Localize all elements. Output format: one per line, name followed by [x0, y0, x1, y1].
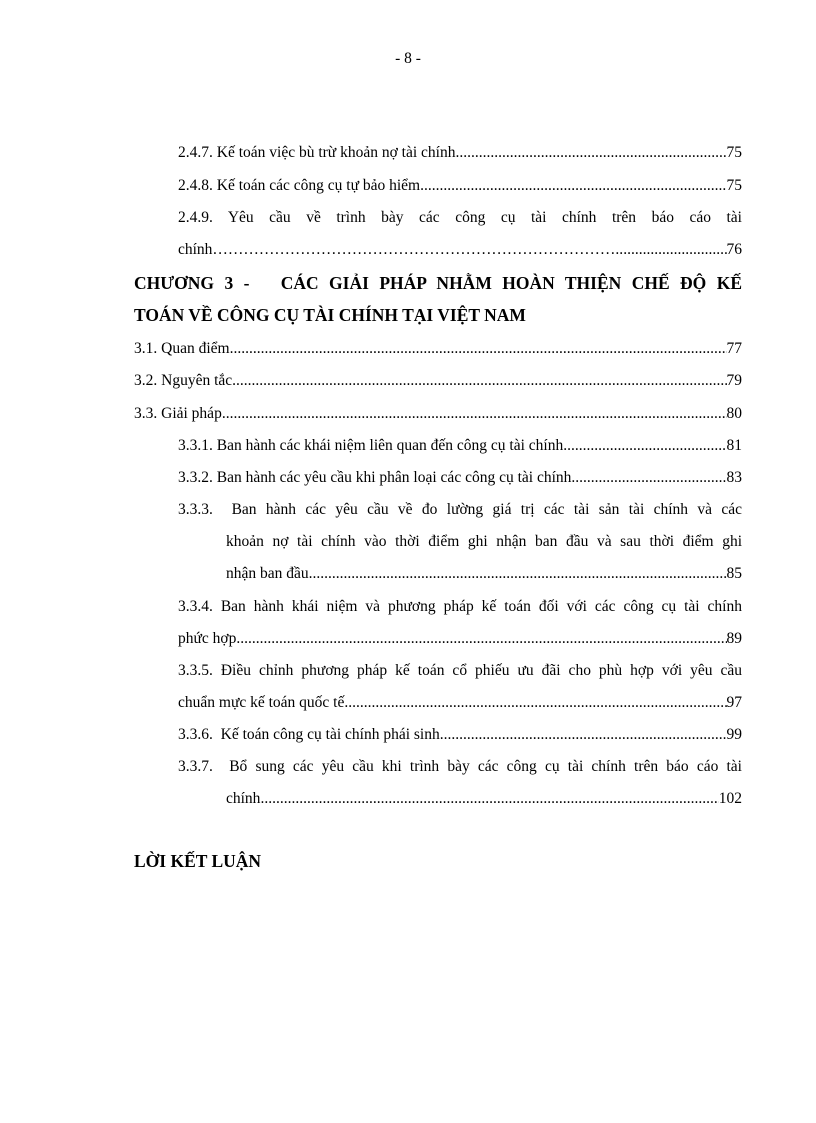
toc-entry-label: phức hợp [178, 630, 237, 647]
toc-entry-page: 81 [726, 437, 742, 454]
toc-leader-dots [260, 789, 718, 809]
toc-entry-page: 102 [718, 790, 742, 807]
toc-leader-dots [222, 404, 727, 424]
toc-entry-page: 79 [726, 372, 742, 389]
toc-leader-dots [571, 468, 726, 488]
toc-leader-dots [236, 629, 726, 649]
toc-entry-3-3-6[interactable] [178, 725, 742, 745]
toc-entry-label: 3.2. Nguyên tắc [134, 372, 233, 389]
toc-entry-page: 97 [726, 694, 742, 711]
toc-entry-3-3-3-line1[interactable]: 3.3.3. Ban hành các yêu cầu về đo lường giá trị các tài sản tài chính và các [178, 501, 742, 518]
toc-entry-3-3-5-line1[interactable]: 3.3.5. Điều chỉnh phương pháp kế toán cổ phiếu ưu đãi cho phù hợp với yêu cầu [178, 662, 742, 679]
toc-entry-label: 3.3.2. Ban hành các yêu cầu khi phân loại các công cụ tài chính [178, 469, 572, 486]
toc-entry-2-4-7[interactable] [178, 143, 742, 163]
toc-entry-label: 3.1. Quan điểm [134, 340, 230, 357]
toc-entry-3-3-4-line2[interactable] [178, 629, 742, 649]
toc-leader-dots [455, 143, 726, 163]
toc-leader-dots [563, 436, 726, 456]
toc-entry-3-3-7-line2[interactable] [226, 789, 742, 809]
toc-entry-page: 80 [726, 405, 742, 422]
toc-entry-3-3-5-line2[interactable] [178, 693, 742, 713]
toc-entry-label: 3.3. Giải pháp [134, 405, 222, 422]
toc-entry-3-3-3-line3[interactable] [226, 564, 742, 584]
toc-entry-3-3-3-line2[interactable]: khoản nợ tài chính vào thời điểm ghi nhận ban đầu và sau thời điểm ghi [226, 533, 742, 550]
toc-entry-label: 2.4.8. Kế toán các công cụ tự bảo hiểm [178, 177, 421, 194]
toc-entry-label: chính…………………………………………………………………….. [178, 241, 624, 258]
toc-entry-page: 75 [726, 144, 742, 161]
page-number: - 8 - [395, 50, 421, 67]
toc-entry-3-2[interactable] [134, 371, 742, 391]
toc-leader-dots [623, 240, 726, 260]
chapter-3-heading-line1[interactable]: CHƯƠNG 3 - CÁC GIẢI PHÁP NHẰM HOÀN THIỆN CHẾ ĐỘ KẾ [134, 273, 742, 293]
toc-entry-page: 85 [726, 565, 742, 582]
toc-leader-dots [309, 564, 727, 584]
toc-leader-dots [344, 693, 726, 713]
toc-entry-label: chính [226, 790, 261, 807]
toc-entry-page: 76 [726, 241, 742, 258]
toc-entry-label: chuẩn mực kế toán quốc tế [178, 694, 345, 711]
toc-entry-3-3-2[interactable] [178, 468, 742, 488]
toc-leader-dots [232, 371, 726, 391]
toc-entry-3-3-1[interactable] [178, 436, 742, 456]
toc-leader-dots [420, 176, 726, 196]
toc-entry-label: 2.4.7. Kế toán việc bù trừ khoản nợ tài chính [178, 144, 456, 161]
toc-entry-label: 3.3.6. Kế toán công cụ tài chính phái sinh [178, 726, 440, 743]
toc-entry-3-1[interactable] [134, 339, 742, 359]
toc-entry-3-3[interactable] [134, 404, 742, 424]
conclusion-heading[interactable]: LỜI KẾT LUẬN [134, 851, 262, 871]
toc-entry-label: 3.3.1. Ban hành các khái niệm liên quan đến công cụ tài chính [178, 437, 564, 454]
toc-entry-2-4-9-line2[interactable] [178, 240, 742, 260]
toc-entry-page: 89 [726, 630, 742, 647]
toc-entry-page: 75 [726, 177, 742, 194]
toc-entry-page: 77 [726, 340, 742, 357]
toc-entry-3-3-7-line1[interactable]: 3.3.7. Bổ sung các yêu cầu khi trình bày các công cụ tài chính trên báo cáo tài [178, 758, 742, 775]
toc-entry-page: 99 [726, 726, 742, 743]
toc-entry-3-3-4-line1[interactable]: 3.3.4. Ban hành khái niệm và phương pháp kế toán đối với các công cụ tài chính [178, 598, 742, 615]
toc-entry-page: 83 [726, 469, 742, 486]
toc-leader-dots [440, 725, 727, 745]
toc-entry-2-4-8[interactable] [178, 176, 742, 196]
toc-entry-label: nhận ban đầu [226, 565, 309, 582]
chapter-3-heading-line2[interactable]: TOÁN VỀ CÔNG CỤ TÀI CHÍNH TẠI VIỆT NAM [134, 305, 526, 325]
toc-entry-2-4-9-line1[interactable]: 2.4.9. Yêu cầu về trình bày các công cụ tài chính trên báo cáo tài [178, 209, 742, 226]
toc-leader-dots [230, 339, 727, 359]
